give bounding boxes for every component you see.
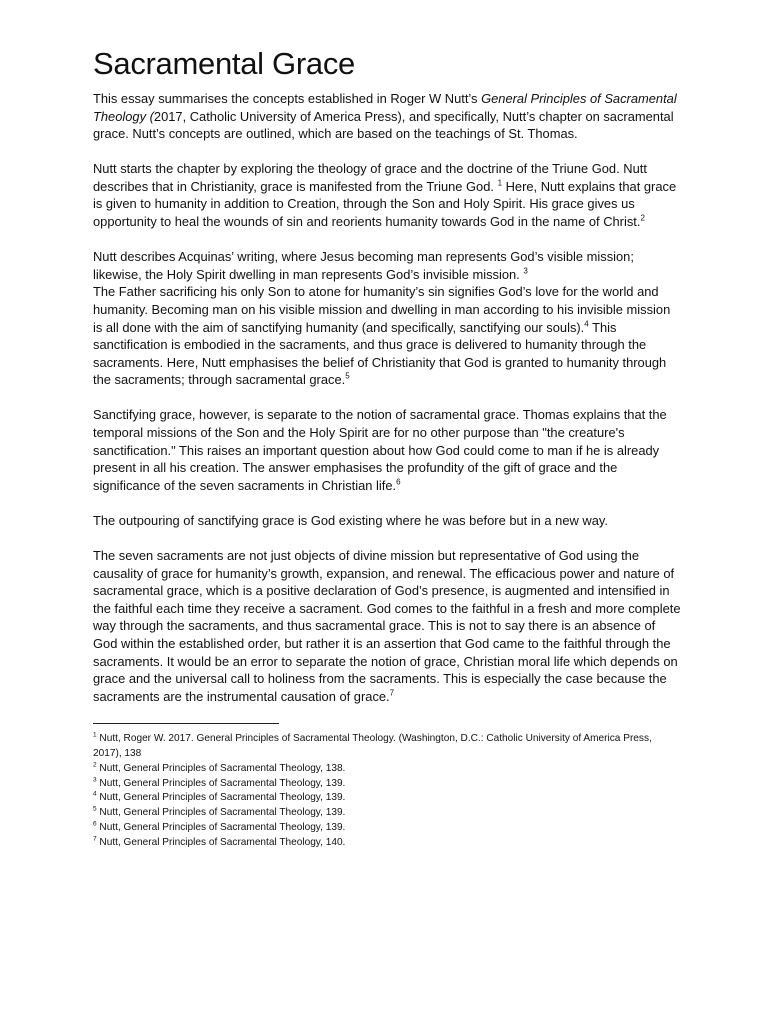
footnote-7: [93, 836, 683, 851]
footnote-separator: [93, 723, 279, 724]
footnote-text: Nutt, Roger W. 2017. General Principles of Sacramental Theology. (Washington, D.C.: Catholic University of America Press, 2017), 138: [93, 732, 652, 759]
footnote-text: Nutt, General Principles of Sacramental Theology, 139.: [96, 777, 346, 789]
footnote-6: [93, 821, 683, 836]
paragraph-text: Nutt starts the chapter by exploring the theology of grace and the doctrine of the Triune God. Nutt describes that in Christianity, grace is manifested from the Triune God.: [93, 161, 647, 194]
paragraph-text: The seven sacraments are not just objects of divine mission but representative of God using the causality of grace for humanity’s growth, expansion, and renewal. The efficacious power and nature of sacramental grace, which is a positive declaration of God’s presence, is augmented and intensified in the faithful each time they receive a sacrament. God comes to the faithful in a fresh and more complete way through the sacraments, and thus sacramental grace. This is not to say there is an absence of God within the established order, but rather it is an assertion that God came to the faithful through the sacraments. It would be an error to separate the notion of grace, Christian moral life which depends on grace and the universal call to holiness from the sacraments. This is especially the case because the sacraments are the instrumental causation of grace.: [93, 547, 681, 704]
footnote-1: [93, 732, 683, 762]
footnote-2: [93, 762, 683, 777]
footnote-ref-4[interactable]: 4: [584, 319, 589, 329]
footnote-ref-1[interactable]: 1: [497, 178, 503, 188]
paragraph-text: The outpouring of sanctifying grace is God existing where he was before but in a new way.: [93, 512, 608, 528]
paragraph-triune-god: [93, 160, 683, 230]
paragraph-text: The Father sacrificing his only Son to atone for humanity’s sin signifies God’s love for the world and humanity. Becoming man on his visible mission and dwelling in man according to his invisible mission is all done with the aim of sanctifying humanity (and specifically, sanctifying our souls).: [93, 284, 671, 335]
intro-text: This essay summarises the concepts established in Roger W Nutt’s: [93, 91, 482, 106]
paragraph-text: Here, Nutt explains that grace is given to humanity in addition to Creation, through the Son and Holy Spirit. His grace gives us opportunity to heal the wounds of sin and reorients humanity towards God in the name of Christ.: [93, 178, 677, 230]
footnote-3: [93, 777, 683, 792]
intro-paragraph: [93, 90, 683, 143]
footnote-text: Nutt, General Principles of Sacramental Theology, 140.: [96, 837, 346, 849]
paragraph-outpouring: [93, 512, 683, 530]
footnote-number: 5: [93, 805, 97, 813]
footnote-number: 1: [93, 731, 97, 739]
footnote-number: 4: [93, 791, 97, 799]
footnote-text: Nutt, General Principles of Sacramental Theology, 139.: [96, 792, 346, 804]
footnote-4: [93, 791, 683, 806]
footnote-number: 2: [93, 761, 97, 769]
footnote-text: Nutt, General Principles of Sacramental Theology, 139.: [96, 822, 346, 834]
footnotes: [93, 732, 683, 851]
footnote-ref-5[interactable]: 5: [345, 372, 350, 382]
intro-text-end: 2017, Catholic University of America Press), and specifically, Nutt’s chapter on sacramental grace. Nutt’s concepts are outlined, which are based on the teachings of St. Thomas.: [93, 108, 674, 142]
paragraph-text: Sanctifying grace, however, is separate to the notion of sacramental grace. Thomas explains that the temporal missions of the Son and the Holy Spirit are for no other purpose than "the creature's sanctification." This raises an important question about how God could come to man if he is already present in all his creation. The answer emphasises the profundity of the gift of grace and the significance of the seven sacraments in Christian life.: [93, 407, 667, 493]
footnote-text: Nutt, General Principles of Sacramental Theology, 139.: [96, 807, 346, 819]
footnote-ref-2[interactable]: 2: [640, 213, 645, 223]
footnote-number: 7: [93, 835, 97, 843]
paragraph-sanctifying-grace: [93, 406, 683, 494]
footnote-number: 3: [93, 776, 97, 784]
paragraph-text: Nutt describes Acquinas’ writing, where Jesus becoming man represents God’s visible mission; likewise, the Holy Spirit dwelling in man represents God’s invisible mission.: [93, 249, 634, 282]
footnote-text: Nutt, General Principles of Sacramental Theology, 138.: [96, 762, 346, 774]
footnote-number: 6: [93, 820, 97, 828]
footnote-ref-3[interactable]: 3: [523, 266, 528, 276]
footnote-ref-7[interactable]: 7: [389, 688, 395, 698]
footnote-ref-6[interactable]: 6: [396, 477, 401, 487]
paragraph-missions: [93, 248, 683, 389]
footnote-5: [93, 806, 683, 821]
page-title: Sacramental Grace: [93, 46, 355, 81]
document-page: [93, 44, 683, 851]
book-title: General Principles of Sacramental Theology (: [93, 91, 677, 124]
paragraph-text: This sanctification is embodied in the sacraments, and thus grace is delivered to humanity through the sacraments. Here, Nutt emphasises the belief of Christianity that God is granted to humanity through the sacraments; through sacramental grace.: [93, 319, 667, 388]
paragraph-seven-sacraments: [93, 547, 683, 705]
